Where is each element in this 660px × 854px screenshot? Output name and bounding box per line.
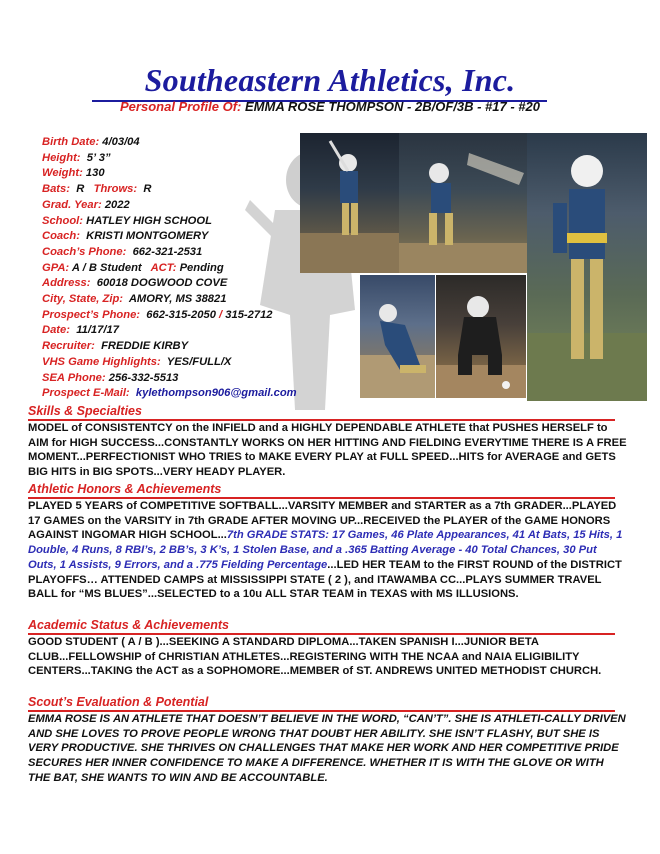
- city-value: AMORY, MS 38821: [128, 293, 227, 306]
- info-row-recruiter: [42, 339, 342, 355]
- birth-value: 4/03/04: [102, 136, 140, 148]
- date-label: Date:: [42, 324, 70, 337]
- sea-value: 256-332-5513: [108, 371, 179, 384]
- skills-text: MODEL of CONSISTENTCY on the INFIELD and a HIGHLY DEPENDABLE ATHLETE that PUSHES HERSELF to AIM for HIGH SUCCESS...CONSTANTLY WORKS ON HER HITTING AND FIELDING EVERYTIME THERE IS A FREE MOMENT...PERFECTIONIST WHO TRIES to MAKE EVERY PLAY at FULL SPEED...HITS for AVERAGE and GETS BIG HITS in BIG SPOTS...VERY HEADY PLAYER.: [28, 422, 627, 479]
- recruiter-value: FREDDIE KIRBY: [101, 340, 189, 353]
- address-label: Address:: [42, 277, 91, 290]
- city-label: City, State, Zip:: [42, 293, 124, 306]
- act-label: ACT:: [150, 261, 177, 274]
- email-label: Prospect E-Mail:: [42, 387, 130, 400]
- photo-swing: [399, 133, 527, 273]
- gpa-value: A / B Student: [71, 261, 142, 274]
- info-row-weight: [42, 166, 342, 182]
- photo-catcher-crouch: [436, 275, 526, 398]
- school-value: HATLEY HIGH SCHOOL: [86, 214, 212, 227]
- profile-value: EMMA ROSE THOMPSON - 2B/OF/3B - #17 - #20: [245, 99, 540, 114]
- coach-phone-label: Coach’s Phone:: [42, 245, 127, 258]
- academic-text: GOOD STUDENT ( A / B )...SEEKING A STANDARD DIPLOMA...TAKEN SPANISH I...JUNIOR BETA CLUB...FELLOWSHIP of CHRISTIAN ATHLETES...REGISTERING WITH THE NCAA and NAIA ELIGIBILITY CENTERS...TAKING the ACT as a SOPHOMORE...MEMBER of ST. ANDREWS UNITED METHODIST CHURCH.: [28, 636, 602, 678]
- info-row-sea: [42, 371, 342, 387]
- skills-heading: Skills & Specialties: [28, 404, 142, 418]
- address-value: 60018 DOGWOOD COVE: [96, 277, 228, 290]
- weight-label: Weight:: [42, 167, 83, 180]
- info-row-address: [42, 276, 342, 292]
- batter-figure-icon: [300, 133, 405, 273]
- athletic-heading: Athletic Honors & Achievements: [28, 482, 222, 496]
- weight-value: 130: [85, 167, 105, 180]
- photo-sliding: [360, 275, 435, 398]
- throws-value: R: [143, 183, 152, 196]
- scout-text: EMMA ROSE IS AN ATHLETE THAT DOESN’T BELIEVE IN THE WORD, “CAN’T”. SHE IS ATHLETI-CALLY DRIVEN AND SHE LOVES TO PROVE PEOPLE WRONG THAT DOUBT HER ABILITY. SHE ISN’T FLASHY, BUT SHE IS VERY PRODUCTIVE. SHE THRIVES ON CHALLENGES THAT MAKE HER WORK AND HER COMPETITIVE PRIDE SECURES HER INNER CONFIDENCE TO MAKE A DIFFERENCE. WHETHER IT IS WITH THE GLOVE OR WITH THE BAT, SHE WANTS TO WIN AND BE ACCOUNTABLE.: [28, 713, 626, 784]
- photo-fielder-standing: [527, 133, 647, 401]
- bats-label: Bats:: [42, 183, 70, 196]
- info-row-coach-phone: [42, 245, 342, 261]
- company-title: Southeastern Athletics, Inc.: [144, 62, 516, 98]
- info-row-gpa: [42, 261, 342, 277]
- info-row-city: [42, 292, 342, 308]
- info-block: [42, 135, 342, 402]
- scout-heading: Scout’s Evaluation & Potential: [28, 695, 209, 709]
- email-link[interactable]: kylethompson906@gmail.com: [135, 387, 297, 400]
- birth-label: Birth Date:: [42, 136, 100, 148]
- info-row-bats: [42, 182, 342, 198]
- info-row-coach: [42, 229, 342, 245]
- athletic-text: [28, 499, 628, 602]
- sea-label: SEA Phone:: [42, 371, 106, 384]
- vhs-label: VHS Game Highlights:: [42, 355, 161, 368]
- info-row-school: [42, 214, 342, 230]
- athletic-text-part1: PLAYED 5 YEARS of COMPETITIVE SOFTBALL...VARSITY MEMBER and STARTER as a 7th GRADER...PLAYED 17 GAMES on the VARSITY in 7th GRADE AFTER MOVING UP...RECEIVED the PLAYER of the GAME HONORS AGAINST INGOMAR HIGH SCHOOL...: [28, 500, 617, 542]
- athletic-text-part2: ...LED HER TEAM to the FIRST ROUND of the DISTRICT PLAYOFFS… ATTENDED CAMPS at MISSISSIPPI STATE ( 2 ), and ITAWAMBA CC...PLAYS SUMMER TRAVEL BALL for “MS BLUES”...SELECTED to a 10u ALL STAR TEAM in TEXAS with MS ILLUSIONS.: [28, 558, 622, 601]
- info-row-birth: [42, 135, 342, 151]
- height-label: Height:: [42, 151, 81, 164]
- school-label: School:: [42, 214, 84, 227]
- vhs-value: YES/FULL/X: [166, 355, 232, 368]
- grad-label: Grad. Year:: [42, 198, 102, 211]
- info-row-email: [42, 386, 342, 402]
- prospect-phone-1: 662-315-2050: [146, 308, 216, 321]
- recruiter-label: Recruiter:: [42, 340, 95, 353]
- slide-figure-icon: [360, 275, 435, 398]
- profile-label: Personal Profile Of:: [120, 99, 242, 114]
- prospect-phone-separator: /: [219, 308, 223, 321]
- swing-figure-icon: [399, 133, 527, 273]
- coach-phone-value: 662-321-2531: [132, 245, 203, 258]
- coach-value: KRISTI MONTGOMERY: [86, 230, 209, 243]
- info-row-height: [42, 151, 342, 167]
- bats-value: R: [76, 183, 85, 196]
- act-value: Pending: [179, 261, 224, 274]
- gpa-label: GPA:: [42, 261, 70, 274]
- info-row-vhs: [42, 355, 342, 371]
- fielder-figure-icon: [527, 133, 647, 401]
- info-row-prospect-phone: [42, 308, 342, 324]
- info-row-date: [42, 323, 342, 339]
- athletic-stats: 7th GRADE STATS: 17 Games, 46 Plate Appearances, 41 At Bats, 15 Hits, 1 Double, 4 Runs, 8 RBI’s, 2 BB’s, 3 K’s, 1 Stolen Base, and a .365 Batting Average - 40 Total Chances, 30 Put Outs, 1 Assists, 9 Errors, and a .775 Fielding Percentage: [28, 529, 623, 571]
- crouch-figure-icon: [436, 275, 526, 398]
- profile-line: [0, 99, 660, 114]
- height-value: 5’ 3”: [86, 151, 111, 164]
- info-row-grad: [42, 198, 342, 214]
- coach-label: Coach:: [42, 230, 80, 243]
- photo-batting-stance: [300, 133, 405, 273]
- throws-label: Throws:: [93, 183, 138, 196]
- prospect-phone-label: Prospect’s Phone:: [42, 308, 141, 321]
- academic-heading: Academic Status & Achievements: [28, 618, 230, 632]
- grad-value: 2022: [104, 198, 130, 211]
- prospect-phone-2: 315-2712: [225, 308, 273, 321]
- date-value: 11/17/17: [76, 324, 119, 337]
